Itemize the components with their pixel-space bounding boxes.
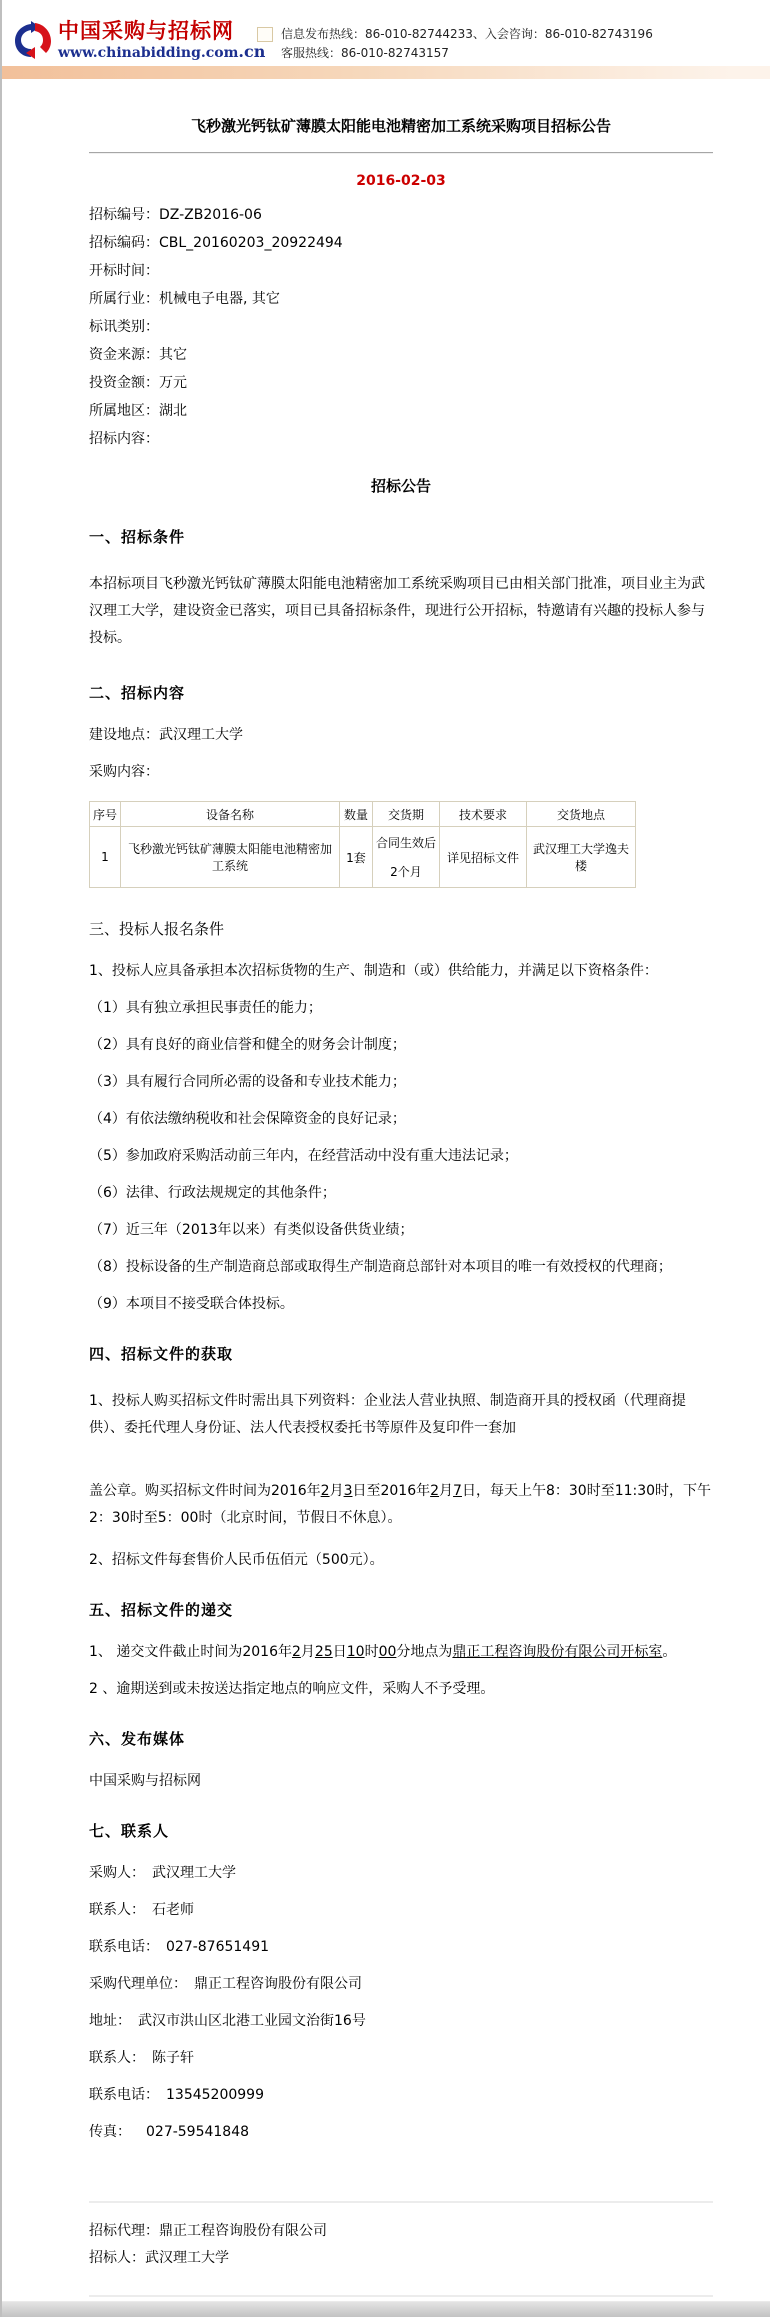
section-4-paragraph-2: 盖公章。购买招标文件时间为2016年2月3日至2016年2月7日，每天上午8：30时至11:30时，下午2：30时至5：00时（北京时间，节假日不休息）。 [89, 1483, 712, 1526]
logo-url-main: www.chinabidding.com [58, 44, 239, 61]
bottom-strip [2, 2301, 770, 2317]
contact-value: 武汉市洪山区北港工业园文治街16号 [138, 2013, 366, 2029]
column-header-delivery-place: 交货地点 [527, 802, 636, 827]
meta-field-investment [89, 375, 713, 392]
cell-delivery-period [373, 827, 440, 888]
meta-value: CBL_20160203_20922494 [159, 235, 343, 251]
delivery-line-2: 2个月 [390, 865, 422, 879]
meta-field-bid-content [89, 431, 713, 448]
meta-field-region [89, 403, 713, 420]
equipment-table-header-row [90, 802, 636, 827]
section-3-intro: 1、投标人应具备承担本次招标货物的生产、制造和（或）供给能力，并满足以下资格条件： [89, 963, 658, 979]
contact-purchaser [89, 1865, 713, 1882]
page-title: 飞秒激光钙钛矿薄膜太阳能电池精密加工系统采购项目招标公告 [190, 117, 611, 135]
title-divider [89, 152, 713, 154]
footer-divider-top [89, 2201, 713, 2203]
meta-field-fund-source [89, 347, 713, 364]
meta-value: 湖北 [159, 403, 187, 419]
cell-no: 1 [90, 827, 121, 888]
column-header-quantity: 数量 [340, 802, 373, 827]
contact-phone-2 [89, 2087, 713, 2104]
contact-label: 采购人： [89, 1865, 145, 1881]
purchase-content-label: 采购内容： [89, 764, 159, 780]
contact-person-2 [89, 2050, 713, 2067]
meta-label: 招标编号： [89, 207, 159, 223]
contact-value: 027-87651491 [166, 1939, 270, 1955]
contact-label: 地址： [89, 2013, 131, 2029]
section-1-heading: 一、招标条件 [89, 528, 186, 546]
section-4-paragraph-1: 1、投标人购买招标文件时需出具下列资料：企业法人营业执照、制造商开具的授权函（代理商提供）、委托代理人身份证、法人代表授权委托书等原件及复印件一套加 [89, 1393, 686, 1436]
contact-label: 采购代理单位： [89, 1976, 187, 1992]
footer-agency-line: 招标代理：鼎正工程咨询股份有限公司 [89, 2223, 327, 2239]
column-header-tech-requirements: 技术要求 [440, 802, 527, 827]
image-placeholder-icon [257, 27, 273, 42]
meta-field-industry [89, 291, 713, 308]
contact-label: 联系电话： [89, 2087, 159, 2103]
contact-label: 联系人： [89, 1902, 145, 1918]
contact-value: 13545200999 [166, 2087, 264, 2103]
meta-value: 机械电子电器, 其它 [159, 291, 280, 307]
section-4-paragraph-3: 2、招标文件每套售价人民币伍佰元（500元）。 [89, 1552, 384, 1568]
cell-equipment-name: 飞秒激光钙钛矿薄膜太阳能电池精密加工系统 [121, 827, 340, 888]
contact-agency [89, 1976, 713, 1993]
contact-label: 传真： [89, 2124, 131, 2140]
hotline-info [257, 25, 653, 63]
meta-label: 标讯类别： [89, 319, 159, 335]
cell-delivery-place: 武汉理工大学逸夫楼 [527, 827, 636, 888]
cell-tech-requirements: 详见招标文件 [440, 827, 527, 888]
meta-field-notice-type [89, 319, 713, 336]
section-1-body: 本招标项目飞秒激光钙钛矿薄膜太阳能电池精密加工系统采购项目已由相关部门批准，项目业主为武汉理工大学，建设资金已落实，项目已具备招标条件，现进行公开招标，特邀请有兴趣的投标人参与投标。 [89, 576, 705, 646]
logo-site-url [58, 41, 266, 61]
qualification-item-4: （4）有依法缴纳税收和社会保障资金的良好记录； [89, 1111, 406, 1127]
meta-value: 其它 [159, 347, 187, 363]
column-header-equipment-name: 设备名称 [121, 802, 340, 827]
announcement-document [2, 115, 770, 2297]
logo-text [58, 18, 266, 61]
equipment-table [89, 801, 636, 888]
section-5-paragraph-1: 1、 递交文件截止时间为2016年2月25日10时00分地点为鼎正工程咨询股份有限公司开标室。 [89, 1644, 677, 1660]
meta-value: DZ-ZB2016-06 [159, 207, 262, 223]
contact-label: 联系电话： [89, 1939, 159, 1955]
meta-value: 万元 [159, 375, 187, 391]
meta-field-bid-number [89, 207, 713, 224]
section-5-heading: 五、招标文件的递交 [89, 1601, 234, 1619]
qualification-item-2: （2）具有良好的商业信誉和健全的财务会计制度； [89, 1037, 406, 1053]
contact-value: 陈子轩 [152, 2050, 194, 2066]
section-6-heading: 六、发布媒体 [89, 1730, 186, 1748]
build-site-line: 建设地点：武汉理工大学 [89, 727, 243, 743]
section-3-heading: 三、投标人报名条件 [89, 920, 225, 938]
section-5-paragraph-2: 2 、逾期送到或未按送达指定地点的响应文件，采购人不予受理。 [89, 1681, 495, 1697]
contact-value: 武汉理工大学 [152, 1865, 236, 1881]
contact-value: 石老师 [152, 1902, 194, 1918]
hotline-line-2: 客服热线：86-010-82743157 [281, 46, 449, 60]
contact-address [89, 2013, 713, 2030]
contact-phone-1 [89, 1939, 713, 1956]
contact-label: 联系人： [89, 2050, 145, 2066]
header-accent-bar [2, 66, 770, 79]
meta-field-open-time [89, 263, 713, 280]
meta-label: 所属地区： [89, 403, 159, 419]
site-logo-link[interactable] [12, 20, 265, 60]
logo-url-suffix: .cn [238, 41, 266, 61]
table-row [90, 827, 636, 888]
qualification-item-7: （7）近三年（2013年以来）有类似设备供货业绩； [89, 1222, 414, 1238]
hotline-row-2 [257, 44, 653, 63]
section-4-heading: 四、招标文件的获取 [89, 1345, 234, 1363]
chinabidding-logo-icon [12, 20, 54, 60]
contact-person-1 [89, 1902, 713, 1919]
qualification-item-3: （3）具有履行合同所必需的设备和专业技术能力； [89, 1074, 406, 1090]
delivery-line-1: 合同生效后 [376, 836, 437, 850]
footer-divider-bottom [89, 2295, 713, 2297]
qualification-item-1: （1）具有独立承担民事责任的能力； [89, 1000, 322, 1016]
qualification-item-5: （5）参加政府采购活动前三年内，在经营活动中没有重大违法记录； [89, 1148, 518, 1164]
column-header-no: 序号 [90, 802, 121, 827]
cell-quantity: 1套 [340, 827, 373, 888]
qualification-item-6: （6）法律、行政法规规定的其他条件； [89, 1185, 336, 1201]
column-header-delivery-period: 交货期 [373, 802, 440, 827]
hotline-line-1: 信息发布热线：86-010-82744233、入会咨询：86-010-82743196 [281, 27, 653, 41]
section-2-heading: 二、招标内容 [89, 684, 186, 702]
publish-date: 2016-02-03 [356, 173, 446, 189]
contact-value: 鼎正工程咨询股份有限公司 [194, 1976, 362, 1992]
meta-label: 投资金额： [89, 375, 159, 391]
site-header [2, 0, 770, 66]
meta-label: 招标内容： [89, 431, 159, 447]
section-7-heading: 七、联系人 [89, 1822, 170, 1840]
hotline-row-1 [257, 25, 653, 44]
meta-field-bid-code [89, 235, 713, 252]
meta-label: 招标编码： [89, 235, 159, 251]
meta-label: 资金来源： [89, 347, 159, 363]
section-6-body: 中国采购与招标网 [89, 1773, 201, 1789]
qualification-item-8: （8）投标设备的生产制造商总部或取得生产制造商总部针对本项目的唯一有效授权的代理商； [89, 1259, 672, 1275]
announcement-heading: 招标公告 [370, 477, 431, 495]
meta-label: 开标时间： [89, 263, 159, 279]
contact-fax [89, 2124, 713, 2141]
meta-label: 所属行业： [89, 291, 159, 307]
qualification-item-9: （9）本项目不接受联合体投标。 [89, 1296, 294, 1312]
logo-site-name: 中国采购与招标网 [58, 18, 234, 43]
footer-owner-line: 招标人：武汉理工大学 [89, 2250, 229, 2266]
contact-value: 027-59541848 [146, 2124, 250, 2140]
